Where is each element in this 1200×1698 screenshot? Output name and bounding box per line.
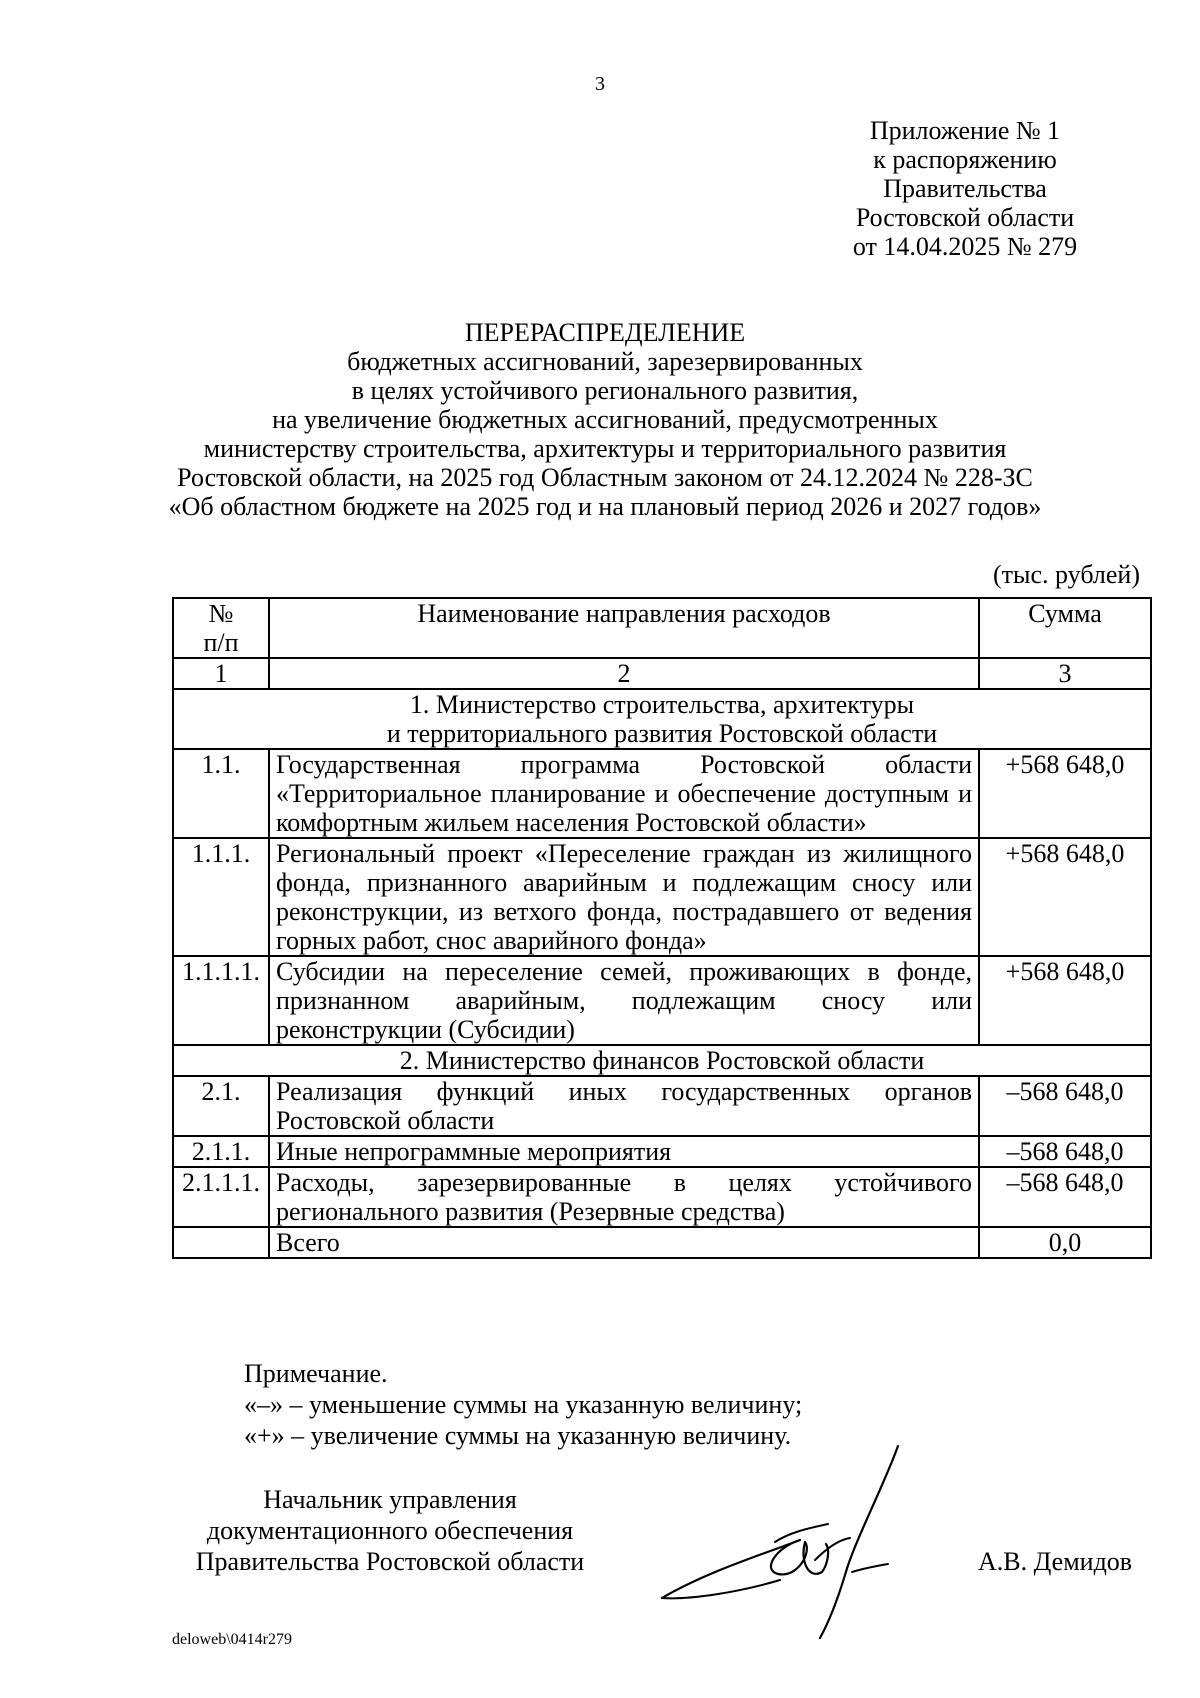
notes-title: Примечание.	[244, 1359, 388, 1388]
unit-label: (тыс. рублей)	[992, 560, 1140, 589]
table-column-numbers-row	[173, 658, 1151, 689]
section-title	[173, 689, 1151, 749]
table-row	[173, 1167, 1151, 1227]
row-name: Региональный проект «Переселение граждан из жилищного фонда, признанного аварийным и подлежащим сносу или реконструкции, из ветхого фонда, пострадавшего от ведения горных работ, снос аварийного фонда»	[269, 838, 979, 956]
title-line: министерству строительства, архитектуры и территориального развития	[203, 434, 1007, 463]
note-line: «–» – уменьшение суммы на указанную величину;	[244, 1390, 803, 1419]
row-sum: +568 648,0	[979, 749, 1151, 838]
title-line: Ростовской области, на 2025 год Областным законом от 24.12.2024 № 228-ЗС	[177, 463, 1033, 492]
header-number	[173, 598, 269, 658]
signer-position-line: Начальник управления	[263, 1485, 517, 1514]
column-number: 2	[269, 658, 979, 689]
title-line: бюджетных ассигнований, зарезервированных	[347, 347, 863, 376]
row-sum: +568 648,0	[979, 956, 1151, 1045]
row-sum: –568 648,0	[979, 1167, 1151, 1227]
header-number-line: п/п	[203, 628, 239, 657]
row-number: 1.1.	[173, 749, 269, 838]
total-sum: 0,0	[979, 1227, 1151, 1258]
row-sum: +568 648,0	[979, 838, 1151, 956]
column-number: 1	[173, 658, 269, 689]
header-number-line: №	[208, 599, 234, 628]
row-name: Субсидии на переселение семей, проживающих в фонде, признанном аварийным, подлежащим сносу или реконструкции (Субсидии)	[269, 956, 979, 1045]
table-header-row	[173, 598, 1151, 658]
table-row	[173, 956, 1151, 1045]
total-number	[173, 1227, 269, 1258]
row-number: 1.1.1.1.	[173, 956, 269, 1045]
signer-position-line: документационного обеспечения	[206, 1516, 574, 1545]
signer-position	[170, 1484, 610, 1577]
title-line: в целях устойчивого регионального развития,	[351, 376, 859, 405]
row-number: 1.1.1.	[173, 838, 269, 956]
section-title-line: 1. Министерство строительства, архитектуры	[409, 690, 915, 719]
header-sum: Сумма	[979, 598, 1151, 658]
table-row	[173, 1076, 1151, 1136]
section-title-line: и территориального развития Ростовской области	[386, 719, 938, 748]
column-number: 3	[979, 658, 1151, 689]
section-row	[173, 689, 1151, 749]
page-number: 3	[595, 73, 605, 95]
row-number: 2.1.1.1.	[173, 1167, 269, 1227]
appendix-line: от 14.04.2025 № 279	[852, 232, 1078, 261]
signer-position-line: Правительства Ростовской области	[195, 1547, 585, 1576]
budget-table	[172, 597, 1152, 1259]
header-name: Наименование направления расходов	[269, 598, 979, 658]
title-line: «Об областном бюджете на 2025 год и на плановый период 2026 и 2027 годов»	[168, 492, 1042, 521]
table-row	[173, 838, 1151, 956]
document-code: deloweb\0414r279	[172, 1631, 292, 1648]
row-sum: –568 648,0	[979, 1136, 1151, 1167]
appendix-line: Правительства	[883, 174, 1047, 203]
appendix-line: Приложение № 1	[869, 116, 1061, 145]
note-line: «+» – увеличение суммы на указанную величину.	[244, 1421, 792, 1450]
row-name: Расходы, зарезервированные в целях устойчивого регионального развития (Резервные средства)	[269, 1167, 979, 1227]
appendix-line: к распоряжению	[873, 145, 1057, 174]
title-heading: ПЕРЕРАСПРЕДЕЛЕНИЕ	[464, 318, 746, 347]
row-name: Реализация функций иных государственных органов Ростовской области	[269, 1076, 979, 1136]
row-name: Иные непрограммные мероприятия	[269, 1136, 979, 1167]
row-number: 2.1.	[173, 1076, 269, 1136]
handwritten-signature	[650, 1440, 940, 1640]
title-line: на увеличение бюджетных ассигнований, предусмотренных	[272, 405, 938, 434]
appendix-line: Ростовской области	[855, 203, 1075, 232]
row-number: 2.1.1.	[173, 1136, 269, 1167]
notes-block	[244, 1358, 802, 1451]
row-sum: –568 648,0	[979, 1076, 1151, 1136]
document-title	[150, 318, 1060, 521]
table-row	[173, 1136, 1151, 1167]
row-name: Государственная программа Ростовской области «Территориальное планирование и обеспечение доступным и комфортным жильем населения Ростовской области»	[269, 749, 979, 838]
total-row	[173, 1227, 1151, 1258]
table-row	[173, 749, 1151, 838]
section-row	[173, 1045, 1151, 1076]
appendix-reference	[820, 116, 1110, 261]
total-label: Всего	[269, 1227, 979, 1258]
signer-name: А.В. Демидов	[978, 1547, 1133, 1576]
section-title: 2. Министерство финансов Ростовской области	[173, 1045, 1151, 1076]
